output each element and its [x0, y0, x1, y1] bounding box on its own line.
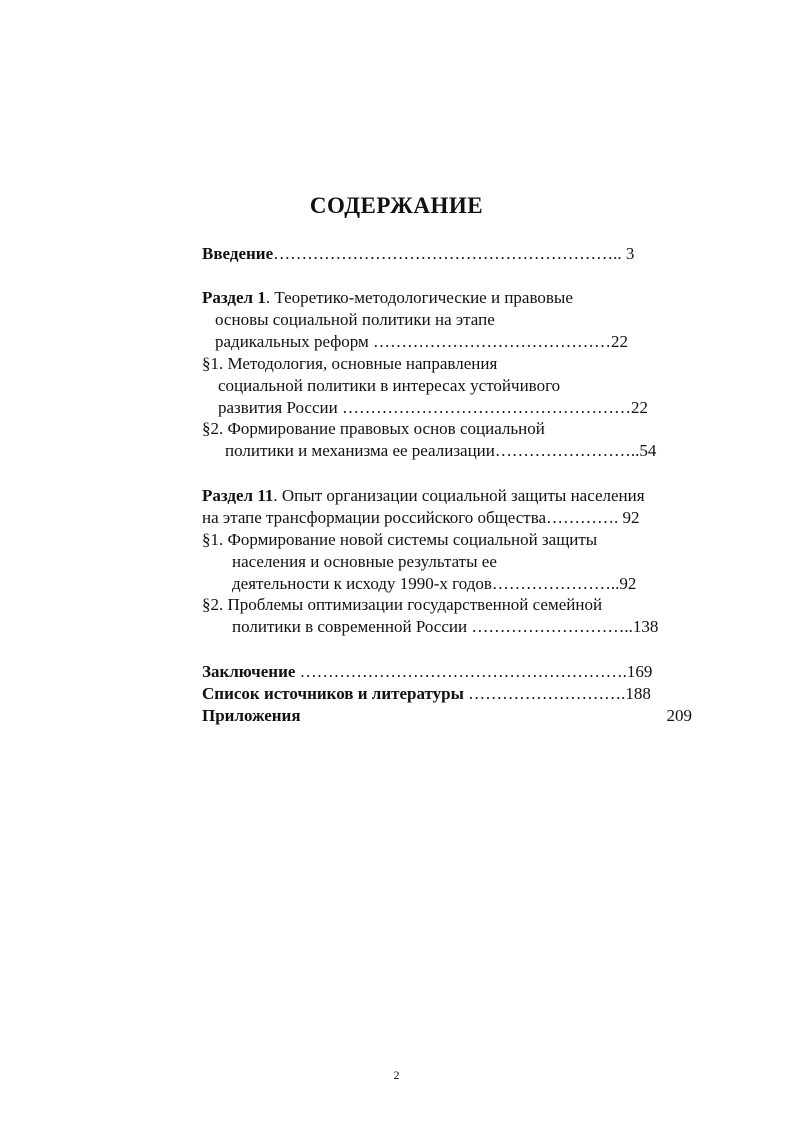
toc-section-1-heading [202, 287, 573, 309]
toc-s1-paragraph-1-line-1: §1. Методология, основные направления [202, 354, 498, 373]
toc-s2-paragraph-1-line-1: §1. Формирование новой системы социальной защиты [202, 530, 598, 549]
toc-section-label: Раздел 1 [202, 288, 266, 307]
toc-section-2-line-2: на этапе трансформации российского общества…………. 92 [202, 508, 640, 527]
toc-entry-sources [202, 683, 651, 705]
toc-s2-paragraph-1-line-3: деятельности к исходу 1990-х годов…………………..92 [232, 574, 637, 593]
toc-page-number: 3 [625, 244, 635, 263]
toc-section-title: . Теоретико-методологические и правовые [265, 288, 573, 307]
page-title: СОДЕРЖАНИЕ [309, 193, 484, 218]
toc-entry-conclusion [202, 661, 652, 683]
toc-entry-appendix [202, 705, 692, 727]
toc-entry-label: Приложения [202, 706, 301, 725]
toc-section-1-line-3: радикальных реформ ……………………………………22 [215, 332, 629, 351]
toc-s2-paragraph-2-line-2: политики в современной России ………………………..138 [232, 617, 659, 636]
page-number: 2 [393, 1068, 400, 1082]
toc-section-2-heading [202, 485, 645, 507]
toc-page-number: 209 [666, 706, 692, 725]
toc-s1-paragraph-1-line-3: развития России ……………………………………………22 [218, 398, 648, 417]
toc-entry-label: Введение [202, 244, 274, 263]
toc-s2-paragraph-2-line-1: §2. Проблемы оптимизации государственной семейной [202, 595, 603, 614]
toc-s1-paragraph-1-line-2: социальной политики в интересах устойчивого [218, 376, 561, 395]
toc-entry-introduction [202, 243, 634, 265]
toc-s1-paragraph-2-line-2: политики и механизма ее реализации……………………..54 [225, 441, 657, 460]
toc-dot-leader-and-page: ……………………….188 [463, 684, 651, 703]
toc-entry-label: Заключение [202, 662, 296, 681]
toc-s1-paragraph-2-line-1: §2. Формирование правовых основ социальной [202, 419, 545, 438]
toc-section-label: Раздел 11 [202, 486, 274, 505]
toc-s2-paragraph-1-line-2: населения и основные результаты ее [232, 552, 497, 571]
toc-dot-leader: …………………………………………………….. [273, 244, 626, 263]
toc-dot-leader-and-page: ………………………………………………….169 [295, 662, 653, 681]
toc-section-title: . Опыт организации социальной защиты населения [273, 486, 645, 505]
toc-section-1-line-2: основы социальной политики на этапе [215, 310, 495, 329]
toc-entry-label: Список источников и литературы [202, 684, 464, 703]
